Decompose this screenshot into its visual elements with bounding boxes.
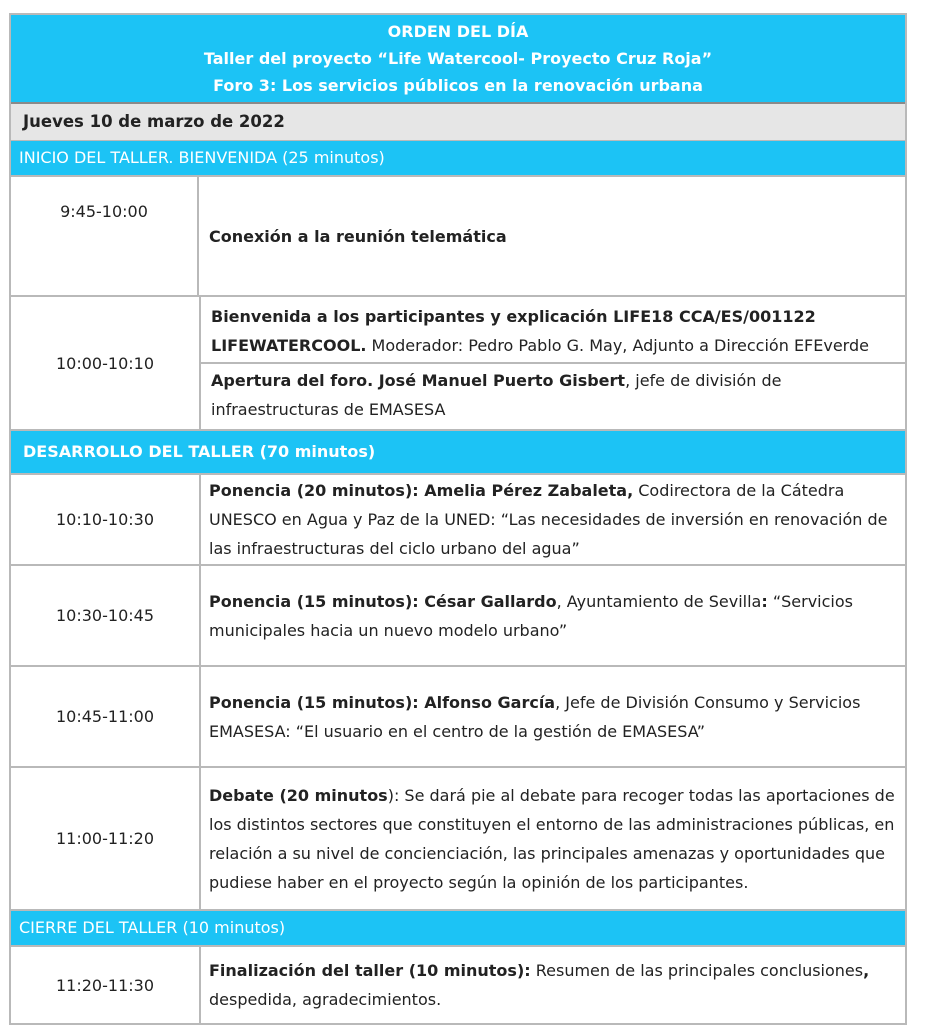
table-row (11, 475, 905, 566)
session-title: Bienvenida a los participantes y explicación LIFE18 CCA/ES/001122 LIFEWATERCOOL. (211, 306, 816, 355)
table-row (11, 177, 905, 297)
date-row: Jueves 10 de marzo de 2022 (11, 104, 905, 141)
opening-item (201, 364, 905, 427)
section-desarrollo: DESARROLLO DEL TALLER (70 minutos) (11, 431, 905, 475)
agenda-table (9, 13, 907, 1025)
welcome-item (201, 300, 905, 364)
time-cell: 11:00-11:20 (11, 768, 201, 909)
time-cell: 10:00-10:10 (11, 297, 201, 429)
section-cierre: CIERRE DEL TALLER (10 minutos) (11, 911, 905, 947)
header-forum: Foro 3: Los servicios públicos en la renovación urbana (213, 76, 703, 95)
table-row (11, 667, 905, 768)
section-inicio: INICIO DEL TALLER. BIENVENIDA (25 minutos) (11, 141, 905, 177)
time-cell: 10:45-11:00 (11, 667, 201, 766)
session-title: Conexión a la reunión telemática (209, 226, 507, 246)
session-desc: despedida, agradecimientos. (209, 990, 442, 1009)
content-cell (201, 566, 905, 665)
header-subtitle: Taller del proyecto “Life Watercool- Proyecto Cruz Roja” (203, 49, 713, 68)
time-cell: 10:10-10:30 (11, 475, 201, 564)
session-title: Ponencia (20 minutos): Amelia Pérez Zabaleta, (209, 481, 634, 500)
session-title: Ponencia (15 minutos): César Gallardo (209, 591, 557, 611)
content-cell (201, 947, 905, 1023)
session-desc: Codirectora de la Cátedra UNESCO en Agua y Paz de la UNED: “Las necesidades de inversión en renovación de las infraestructuras del ciclo urbano del agua” (209, 481, 888, 558)
header-title: ORDEN DEL DÍA (387, 22, 529, 41)
table-row (11, 768, 905, 911)
agenda-header (11, 15, 905, 104)
session-desc: , Jefe de División Consumo y Servicios EMASESA: “El usuario en el centro de la gestión de EMASESA” (209, 692, 861, 741)
session-title: Debate (20 minutos (209, 785, 388, 805)
agenda-box (9, 13, 907, 1025)
session-title: Ponencia (15 minutos): Alfonso García (209, 692, 556, 712)
session-title: Apertura del foro. José Manuel Puerto Gisbert (211, 370, 626, 390)
time-cell: 11:20-11:30 (11, 947, 201, 1023)
table-row (11, 566, 905, 667)
session-desc: ): Se dará pie al debate para recoger todas las aportaciones de los distintos sectores que constituyen el entorno de las administraciones públicas, en relación a su nivel de concienciación, las principales amenazas y oportunidades que pudiese haber en el proyecto según la opinión de los participantes. (209, 785, 895, 892)
session-desc: “Servicios municipales hacia un nuevo modelo urbano” (209, 591, 853, 640)
content-cell (201, 768, 905, 909)
content-cell (201, 667, 905, 766)
time-cell: 10:30-10:45 (11, 566, 201, 665)
session-desc: , jefe de división de infraestructuras de EMASESA (211, 370, 782, 419)
session-colon: : (761, 591, 768, 611)
session-desc: , Ayuntamiento de Sevilla (556, 591, 762, 611)
session-desc: Resumen de las principales conclusiones (530, 961, 864, 980)
table-row (11, 297, 905, 431)
content-cell (201, 475, 905, 564)
session-comma: , (863, 961, 870, 980)
content-cell (199, 177, 905, 295)
time-cell: 9:45-10:00 (11, 177, 199, 295)
session-desc: Moderador: Pedro Pablo G. May, Adjunto a Dirección EFEverde (366, 335, 869, 355)
content-cell (201, 297, 905, 429)
table-row (11, 947, 905, 1023)
session-title: Finalización del taller (10 minutos): (209, 961, 531, 980)
